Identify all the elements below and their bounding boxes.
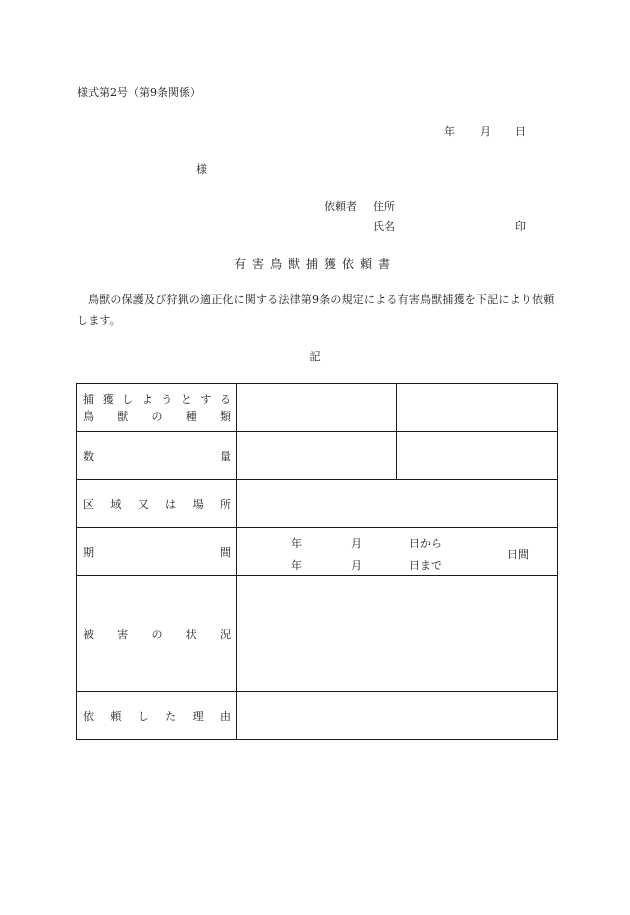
species-label-line1: 捕 獲 し よ う と す る	[83, 392, 231, 406]
document-title: 有害鳥獣捕獲依頼書	[233, 257, 396, 271]
requester-label: 依頼者	[324, 200, 357, 213]
form-number: 様式第2号（第9条関係）	[77, 86, 201, 99]
date-day-label: 日	[515, 125, 526, 138]
quantity-field-1[interactable]	[237, 432, 397, 480]
period-days-label: 日間	[507, 548, 529, 561]
ki-heading: 記	[309, 350, 321, 363]
body-paragraph: 鳥獣の保護及び狩猟の適正化に関する法律第9条の規定による有害鳥獣捕獲を下記により依頼します。	[77, 293, 555, 327]
period-label: 期 間	[77, 528, 237, 576]
reason-field[interactable]	[237, 692, 558, 740]
row-species	[77, 384, 558, 432]
area-field[interactable]	[237, 480, 558, 528]
species-label	[77, 384, 237, 432]
quantity-field-2[interactable]	[397, 432, 558, 480]
damage-field[interactable]	[237, 576, 558, 692]
period-field[interactable]: 年 月 日から 年 月 日まで 日間	[237, 528, 558, 576]
row-period	[77, 528, 558, 576]
damage-label: 被 害 の 状 況	[77, 576, 237, 692]
quantity-label: 数 量	[77, 432, 237, 480]
name-label: 氏名	[373, 220, 395, 233]
date-year-label: 年	[444, 125, 455, 138]
request-form-table	[76, 383, 558, 740]
species-label-line2: 鳥 獣 の 種 類	[83, 409, 231, 423]
addressee-honorific: 様	[196, 163, 207, 176]
seal-mark: 印	[515, 220, 526, 233]
reason-label: 依 頼 し た 理 由	[77, 692, 237, 740]
row-area	[77, 480, 558, 528]
area-label: 区 域 又 は 場 所	[77, 480, 237, 528]
address-label: 住所	[373, 200, 395, 213]
row-reason	[77, 692, 558, 740]
species-field-2[interactable]	[397, 384, 558, 432]
date-month-label: 月	[480, 125, 491, 138]
species-field-1[interactable]	[237, 384, 397, 432]
row-damage	[77, 576, 558, 692]
row-quantity	[77, 432, 558, 480]
